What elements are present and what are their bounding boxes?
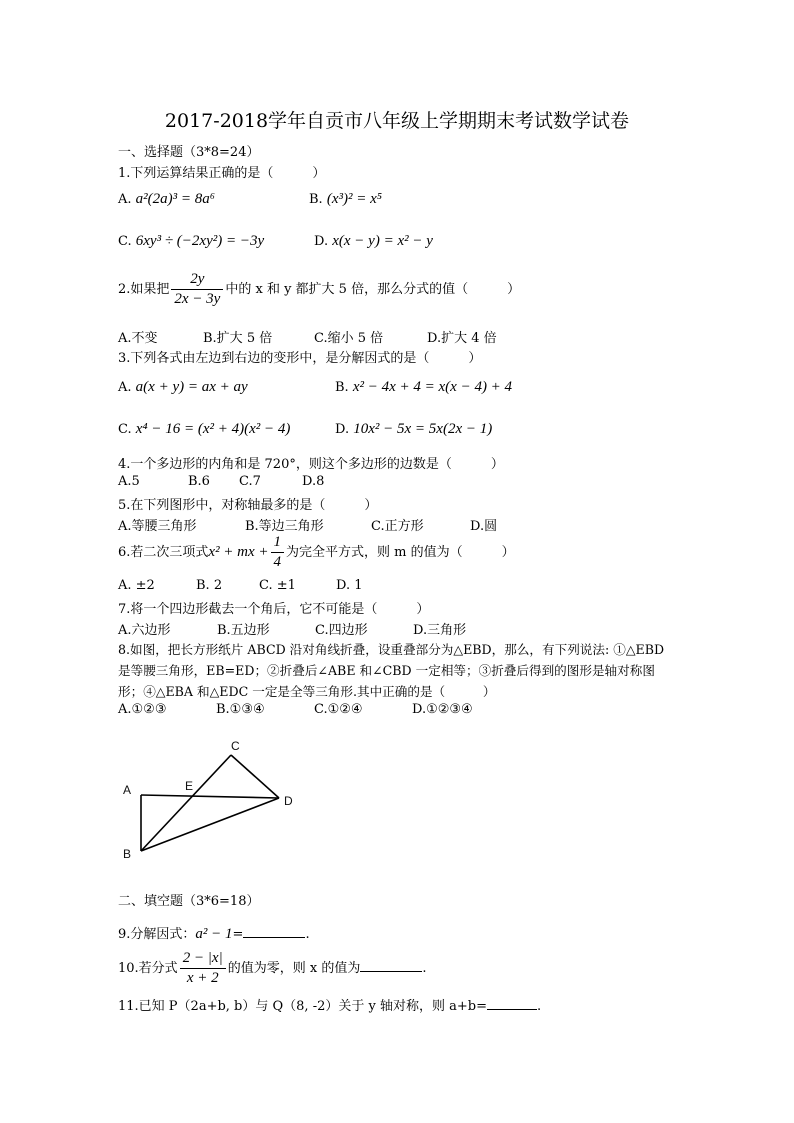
question-7-stem: 7.将一个四边形截去一个角后，它不可能是（ ） xyxy=(118,602,430,617)
question-5-option-b: B.等边三角形 xyxy=(245,519,324,534)
fraction-numerator: 2 − |x| xyxy=(180,949,226,969)
equals: = xyxy=(232,927,244,942)
question-2-option-b: B.扩大 5 倍 xyxy=(203,331,273,346)
option-expression: 10x² − 5x = 5x(2x − 1) xyxy=(353,421,493,437)
question-prefix: 9.分解因式： xyxy=(118,927,196,942)
option-expression: x² − 4x + 4 = x(x − 4) + 4 xyxy=(352,379,513,395)
period: . xyxy=(305,927,310,942)
question-3-option-b xyxy=(335,379,512,396)
question-5-option-a: A.等腰三角形 xyxy=(118,519,197,534)
option-label: D. xyxy=(335,422,350,437)
question-6-option-d: D. 1 xyxy=(336,578,363,593)
option-label: C. xyxy=(118,234,132,249)
question-6-option-a: A. ±2 xyxy=(118,578,155,593)
fraction-denominator: 2x − 3y xyxy=(174,291,221,307)
question-2-option-a: A.不变 xyxy=(118,331,158,346)
question-text: 11.已知 P（2a+b, b）与 Q（8, -2）关于 y 轴对称，则 a+b= xyxy=(118,999,487,1014)
fraction-numerator: 1 xyxy=(271,533,285,553)
fraction-denominator: x + 2 xyxy=(186,970,219,986)
page-title: 2017-2018学年自贡市八年级上学期期末考试数学试卷 xyxy=(164,110,630,132)
question-9 xyxy=(118,923,310,943)
option-label: B. xyxy=(335,380,349,395)
fraction xyxy=(171,270,223,309)
segment-bd xyxy=(141,798,279,851)
question-8-option-d: D.①②③④ xyxy=(412,702,473,717)
answer-blank[interactable] xyxy=(243,925,305,938)
question-3-option-c xyxy=(118,421,290,438)
question-4-stem: 4.一个多边形的内角和是 720°，则这个多边形的边数是（ ） xyxy=(118,457,504,472)
answer-blank[interactable] xyxy=(360,959,422,972)
question-5-option-c: C.正方形 xyxy=(371,519,424,534)
question-3-stem: 3.下列各式由左边到右边的变形中，是分解因式的是（ ） xyxy=(118,351,482,366)
question-prefix: 2.如果把 xyxy=(118,282,170,297)
option-expression: a²(2a)³ = 8a⁶ xyxy=(135,191,215,207)
section-heading-choice: 一、选择题（3*8=24） xyxy=(118,145,260,160)
fraction-numerator: 2y xyxy=(171,270,223,290)
question-8-option-b: B.①③④ xyxy=(216,702,265,717)
question-4-option-c: C.7 xyxy=(239,474,261,489)
question-5-option-d: D.圆 xyxy=(470,519,498,534)
question-prefix: 10.若分式 xyxy=(118,961,178,976)
segment-bc xyxy=(141,755,231,851)
option-label: B. xyxy=(309,192,323,207)
fraction xyxy=(180,949,226,988)
point-label-b: B xyxy=(123,847,132,861)
question-8-option-c: C.①②④ xyxy=(314,702,363,717)
point-label-e: E xyxy=(185,779,194,793)
question-5-stem: 5.在下列图形中，对称轴最多的是（ ） xyxy=(118,498,378,513)
question-7-option-b: B.五边形 xyxy=(217,623,270,638)
option-expression: a(x + y) = ax + ay xyxy=(135,379,248,395)
question-3-option-d xyxy=(335,421,492,438)
question-8-stem-line-2: 是等腰三角形，EB=ED；②折叠后∠ABE 和∠CBD 一定相等；③折叠后得到的图形是轴对称图 xyxy=(118,663,655,678)
option-label: D. xyxy=(314,234,329,249)
question-1-option-d xyxy=(314,233,433,250)
expression: a² − 1 xyxy=(195,926,233,942)
answer-blank[interactable] xyxy=(487,997,537,1010)
question-2-option-d: D.扩大 4 倍 xyxy=(427,331,497,346)
question-prefix: 6.若二次三项式 xyxy=(118,545,209,560)
option-label: A. xyxy=(118,192,132,207)
question-7-option-a: A.六边形 xyxy=(118,623,171,638)
question-4-option-d: D.8 xyxy=(302,474,325,489)
segment-cd xyxy=(231,755,279,798)
period: . xyxy=(536,999,542,1014)
question-11 xyxy=(118,995,541,1014)
option-expression: 6xy³ ÷ (−2xy²) = −3y xyxy=(135,233,265,249)
option-expression: x⁴ − 16 = (x² + 4)(x² − 4) xyxy=(135,421,291,437)
question-6-stem xyxy=(118,533,515,572)
option-label: C. xyxy=(118,422,132,437)
question-1-option-b xyxy=(309,191,382,208)
option-expression: (x³)² = x⁵ xyxy=(326,191,382,207)
question-8-stem-line-1: 8.如图，把长方形纸片 ABCD 沿对角线折叠，设重叠部分为△EBD，那么，有下列说法: ①△EBD xyxy=(118,642,665,657)
question-6-option-b: B. 2 xyxy=(196,578,223,593)
question-2-option-c: C.缩小 5 倍 xyxy=(314,331,384,346)
point-label-d: D xyxy=(284,794,293,808)
question-3-option-a xyxy=(118,379,248,396)
figure-lines xyxy=(141,755,279,851)
question-4-option-b: B.6 xyxy=(188,474,210,489)
question-2-stem xyxy=(118,270,520,309)
question-1-stem: 1.下列运算结果正确的是（ ） xyxy=(118,166,326,181)
folded-rectangle-figure xyxy=(110,730,310,865)
question-1-option-c xyxy=(118,233,264,250)
question-suffix: 为完全平方式，则 m 的值为（ ） xyxy=(286,545,515,560)
period: . xyxy=(422,961,427,976)
section-heading-fill: 二、填空题（3*6=18） xyxy=(118,894,260,909)
question-10 xyxy=(118,949,426,988)
segment-ad xyxy=(141,795,279,798)
point-label-a: A xyxy=(123,783,132,797)
option-label: A. xyxy=(118,380,132,395)
question-8-option-a: A.①②③ xyxy=(118,702,167,717)
question-6-option-c: C. ±1 xyxy=(259,578,296,593)
question-7-option-d: D.三角形 xyxy=(413,623,467,638)
question-7-option-c: C.四边形 xyxy=(315,623,368,638)
point-label-c: C xyxy=(231,739,240,753)
question-suffix: 的值为零，则 x 的值为 xyxy=(227,961,361,976)
question-8-stem-line-3: 形；④△EBA 和△EDC 一定是全等三角形.其中正确的是（ ） xyxy=(118,684,496,699)
fraction xyxy=(271,533,285,572)
question-suffix: 中的 x 和 y 都扩大 5 倍，那么分式的值（ ） xyxy=(225,282,521,297)
question-1-option-a xyxy=(118,191,215,208)
question-4-option-a: A.5 xyxy=(118,474,140,489)
option-expression: x(x − y) = x² − y xyxy=(332,233,433,249)
fraction-denominator: 4 xyxy=(273,554,282,570)
expression: x² + mx + xyxy=(208,544,269,560)
